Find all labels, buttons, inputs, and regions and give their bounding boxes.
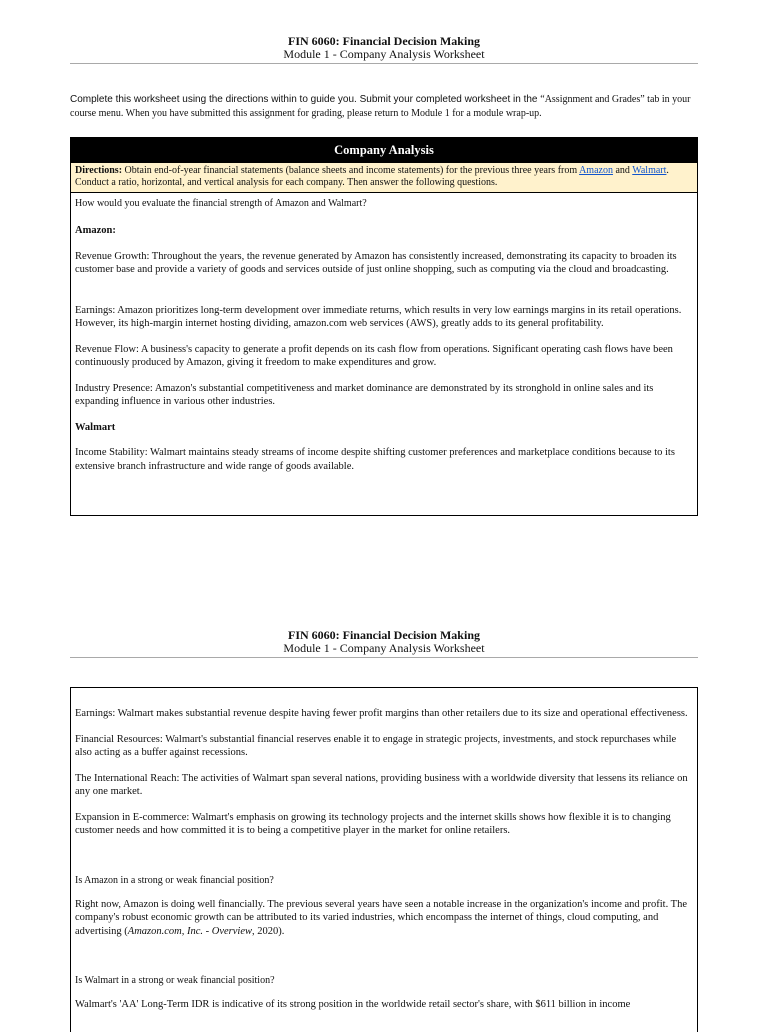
walmart-point: Financial Resources: Walmart's substantial financial reserves enable it to engage in strategic projects, investments, and stock repurchases while also acting as a buffer against recessions. [75, 733, 677, 758]
amazon-point: Revenue Flow: A business's capacity to generate a profit depends on its cash flow from operations. Significant operating cash flows have been continuously produced by Amazon, giving it freedom to make expenditures and grow. [75, 343, 673, 368]
document-title: FIN 6060: Financial Decision Making [287, 34, 480, 48]
directions-label: Directions: [75, 165, 123, 176]
page1-header [70, 35, 698, 64]
answer-walmart-position: Walmart's 'AA' Long-Term IDR is indicative of its strong position in the worldwide retail sector's share, with $611 billion in income [75, 999, 631, 1010]
walmart-point: The International Reach: The activities of Walmart span several nations, providing business with a worldwide diversity that lessens its reliance on any one market. [75, 772, 688, 797]
company-analysis-table [70, 137, 698, 516]
page2-header [70, 629, 698, 658]
walmart-point: Expansion in E-commerce: Walmart's emphasis on growing its technology projects and the internet skills shows how flexible it is to changing customer needs and how committed it is to being a competitive player in the market for online retailers. [75, 811, 671, 836]
walmart-point: Earnings: Walmart makes substantial revenue despite having fewer profit margins than other retailers due to its size and operational effectiveness. [75, 708, 688, 719]
walmart-point: Income Stability: Walmart maintains steady streams of income despite shifting customer preferences and marketplace conditions because to its extensive branch infrastructure and wide range of goods available. [75, 447, 675, 472]
document-subtitle: Module 1 - Company Analysis Worksheet [283, 47, 485, 61]
header-divider [70, 63, 698, 64]
answer-area [71, 688, 697, 1012]
document-subtitle: Module 1 - Company Analysis Worksheet [283, 641, 485, 655]
instructions-paragraph: Complete this worksheet using the directions within to guide you. Submit your completed worksheet in the “Assignment and Grades” tab in your course menu. When you have submitted this assignment for grading, please return to Module 1 for a module wrap-up. [70, 94, 691, 119]
header-divider [70, 657, 698, 658]
citation: Amazon.com, Inc. - Overview [127, 925, 252, 937]
walmart-heading: Walmart [75, 421, 116, 433]
amazon-point: Industry Presence: Amazon's substantial competitiveness and market dominance are demonstrated by its stronghold in online sales and its expanding influence in various other industries. [75, 382, 654, 407]
amazon-link[interactable]: Amazon [579, 165, 613, 176]
answer-amazon-position: Right now, Amazon is doing well financially. The previous several years have seen a notable increase in the organization's income and profit. The company's robust economic growth can be attributed to its varied industries, which encompass the internet of things, cloud computing, and advertising (Amazon.com, Inc. - Overview, 2020). [75, 898, 687, 937]
document-title: FIN 6060: Financial Decision Making [287, 628, 480, 642]
question-walmart-position: Is Walmart in a strong or weak financial position? [75, 975, 275, 986]
company-analysis-banner: Company Analysis [71, 138, 697, 163]
walmart-link[interactable]: Walmart [632, 165, 667, 176]
amazon-heading: Amazon: [75, 225, 116, 236]
question-amazon-position: Is Amazon in a strong or weak financial position? [75, 874, 274, 886]
amazon-point: Revenue Growth: Throughout the years, the revenue generated by Amazon has consistently increased, demonstrating its capacity to broaden its customer base and provide a variety of goods and services outside of just online shopping, such as computing via the cloud and broadcasting. [75, 250, 677, 275]
directions-row: Directions: Obtain end-of-year financial statements (balance sheets and income statements) for the previous three years from Amazon and Walmart. Conduct a ratio, horizontal, and vertical analysis for each company. Then answer the following questions. [71, 163, 697, 193]
answer-area [71, 193, 697, 473]
question-financial-strength: How would you evaluate the financial strength of Amazon and Walmart? [75, 198, 367, 209]
company-analysis-table-continued [70, 687, 698, 1032]
amazon-point: Earnings: Amazon prioritizes long-term development over immediate returns, which results in very low earnings margins in its retail operations. However, its high-margin internet hosting dividing, amazon.com web services (AWS), greatly adds to its general profitability. [75, 304, 682, 329]
